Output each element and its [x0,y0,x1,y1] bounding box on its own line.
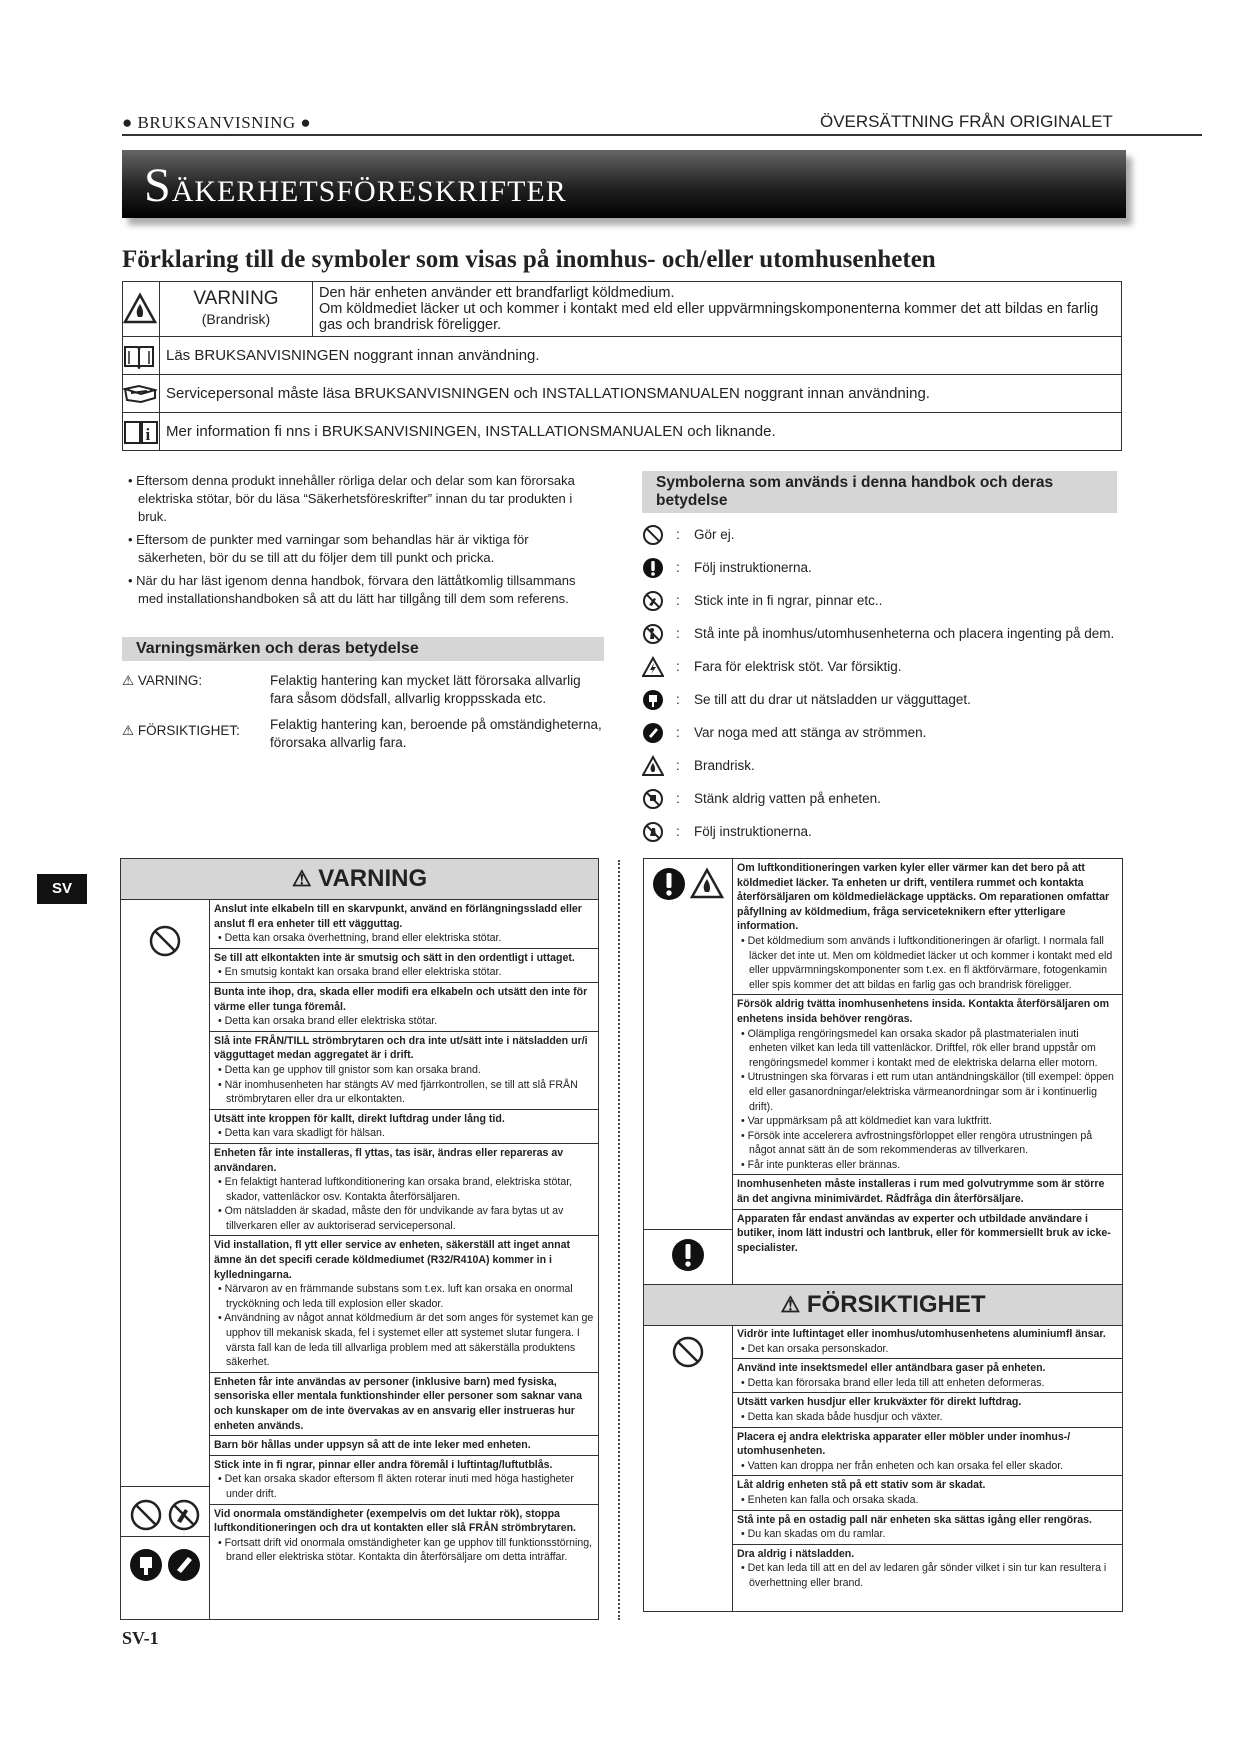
list-item: Enheten får inte användas av personer (inklusive barn) med fysiska, sensoriska eller mentala funktionshinder eller personer som saknar vana och kunskaper om de inte övervakas av en ansvarig eller instrueras hur enheten används. [210,1373,598,1436]
mark-caution: ⚠ FÖRSIKTIGHET: Felaktig hantering kan, beroende på omständigheterna, förorsaka allvarlig fara. [122,717,602,750]
list-item: Slå inte FRÅN/TILL strömbrytaren och dra inte ut/sätt inte i nätsladden ur/i vägguttaget medan aggregatet är i drift. • Detta kan ge upphov till gnistor som kan orsaka brand. • När inomhusenheten har stängts AV med fjärrkontrollen, se till att slå FRÅN strömbrytaren eller dra ur elkontakten. [210,1032,598,1110]
info-row: Mer information fi nns i BRUKSANVISNINGEN, INSTALLATIONSMANUALEN och liknande. [160,413,1122,451]
list-item: Inomhusenheten måste installeras i rum med golvutrymme som är större än det angivna minimivärdet. Rådfråga din återförsäljare. [733,1175,1122,1209]
list-item: : Stå inte på inomhus/utomhusenheterna och placera ingenting på dem. [642,617,1117,650]
fire-icon [642,755,676,777]
caution-triangle-icon: ⚠ [780,1292,801,1317]
prohibition-icon [642,524,676,546]
list-item: Apparaten får endast användas av experter och utbildade användare i butiker, inom lätt industri och lantbruk, eller för kommersiellt bruk av icke-specialister. [737,1212,1111,1254]
warning-icon-column [121,900,210,1619]
list-item: Bunta inte ihop, dra, skada eller modifi era elkabeln och utsätt den inte för värme eller tunga föremål. • Detta kan orsaka brand eller elektriska stötar. [210,983,598,1032]
list-item: • Eftersom denna produkt innehåller rörliga delar och delar som kan förorsaka elektriska stötar, bör du läsa “Säkerhetsföreskrifter” innan du tar produkten i bruk. [122,472,592,526]
warning-box-header: ⚠ VARNING [121,859,598,900]
list-item: : Var noga med att stänga av strömmen. [642,716,1117,749]
list-item: • Eftersom de punkter med varningar som behandlas här är viktiga för säkerheten, bör du se till att du följer dem till punkt och pricka. [122,531,592,567]
no-fingers-icon [167,1498,201,1532]
info-book-icon [123,413,160,451]
page-number: SV-1 [122,1628,159,1648]
no-water-icon [642,788,676,810]
symbols-used-heading: Symbolerna som används i denna handbok och deras betydelse [642,471,1117,513]
warning-triangle-icon: ⚠ [291,866,312,891]
list-item: Placera ej andra elektriska apparater eller möbler under inomhus-/ utomhusenheten. • Vatten kan droppa ner från enheten och kan orsaka fel eller skador. [733,1428,1122,1477]
unplug-icon [642,689,676,711]
power-off-icon [167,1548,201,1582]
list-item: Försök aldrig tvätta inomhusenhetens insida. Kontakta återförsäljaren om enhetens insida behöver rengöras. • Olämpliga rengöringsmedel kan orsaka skador på plastmaterialen inuti enheten vilket kan leda till vattenläckor. Driftfel, rök eller brand uppstår om rengöringsmedel kommer i kontakt med de elektriska delarna eller motorn. • Utrustningen ska förvaras i ett rum utan antändningskällor (till exempel: öppen eld eller gasanordningar/elektriska värmeanordningar som är i kontinuerlig drift). • Var uppmärksam på att köldmediet kan vara luktfritt. • Försök inte accelerera avfrostningsförloppet eller rengöra utrustningen på något annat sätt än de som rekommenderas av tillverkaren. • Får inte punkteras eller brännas. [733,995,1122,1175]
caution-box-header: ⚠ FÖRSIKTIGHET [644,1284,1122,1326]
warning-cell [160,282,313,337]
intro-bullets [122,472,592,613]
list-item: Låt aldrig enheten stå på ett stativ som är skadat. • Enheten kan falla och orsaka skada. [733,1476,1122,1510]
marks-heading-bar [122,637,604,661]
list-item: : Brandrisk. [642,749,1117,782]
list-item: : Fara för elektrisk stöt. Var försiktig. [642,650,1117,683]
svg-text:i: i [145,424,151,444]
list-item: Anslut inte elkabeln till en skarvpunkt, använd en förlängningssladd eller anslut fl era enheter till ett vägguttag. • Detta kan orsaka överhettning, brand eller elektriska stötar. [210,900,598,949]
list-item: Utsätt varken husdjur eller krukväxter för direkt luftdrag. • Detta kan skada både husdjur och växter. [733,1393,1122,1427]
warning-triangle-icon: ⚠ [122,673,135,688]
list-item: Barn bör hållas under uppsyn så att de inte leker med enheten. [210,1436,598,1456]
page-title: SÄKERHETSFÖRESKRIFTER [144,159,567,212]
warning-description: Den här enheten använder ett brandfarligt köldmedium. Om köldmediet läcker ut och kommer i kontakt med eld eller uppvärmningskomponenterna kommer det att bildas en farlig gas och brandrisk föreligger. [313,282,1122,337]
fire-warning-icon [123,282,160,337]
prohibition-icon [148,924,182,958]
symbols-heading: Förklaring till de symboler som visas på inomhus- och/eller utomhusenheten [122,246,936,273]
list-item: Utsätt inte kroppen för kallt, direkt luftdrag under lång tid. • Detta kan vara skadligt för hälsan. [210,1110,598,1144]
warning-box [120,858,599,1620]
list-item: Vid installation, fl ytt eller service av enheten, säkerställ att inget annat ämne än det specifi cerade köldmediumet (R32/R410A) kommer in i kylledningarna. • Närvaron av en främmande substans som t.ex. luft kan orsaka en onormal tryckökning och leda till explosion eller skador. • Användning av något annat köldmedium är det som anges för systemet kan ge upphov till mekanisk skada, fel i systemet eller att systemet slutar fungera. I värsta fall kan de leda till allvarliga problem med att säkerställa produktens säkerhet. [210,1236,598,1372]
list-item: Använd inte insektsmedel eller antändbara gaser på enheten. • Detta kan förorsaka brand eller leda till att enheten deformeras. [733,1359,1122,1393]
marks-heading: Varningsmärken och deras betydelse [122,637,604,661]
caution-triangle-icon: ⚠ [122,723,135,738]
unplug-icon [129,1548,163,1582]
warning-sub: (Brandrisk) [201,311,271,327]
no-fingers-icon [642,590,676,612]
header-rule [122,134,1202,136]
no-step-icon [642,623,676,645]
prohibition-icon [671,1335,705,1369]
mandatory-icon [671,1238,705,1272]
prohibition-icon [129,1498,163,1532]
right-entries-top [733,859,1122,1257]
list-item: : Stänk aldrig vatten på enheten. [642,782,1117,815]
header-right: ÖVERSÄTTNING FRÅN ORIGINALET [820,112,1113,131]
list-item: : Gör ej. [642,518,1117,551]
mark-warning: ⚠ VARNING: Felaktig hantering kan mycket lätt förorsaka allvarlig fara såsom dödsfall, allvarlig kroppsskada etc. [122,673,581,706]
symbol-table [122,281,1122,451]
electric-shock-icon [642,656,676,678]
symbols-used [642,471,1117,848]
caution-entries [733,1325,1122,1593]
list-item: Om luftkonditioneringen varken kyler eller värmer kan det bero på att köldmediet läcker. Ta enheten ur drift, ventilera rummet och kontakta återförsäljaren om köldmedieläckage upptäcks. Om reparationen omfattar påfyllning av köldmedium, fråga serviceteknikern efter ytterligare information. • Det köldmedium som används i luftkonditioneringen är ofarligt. I normala fall läcker det inte ut. Men om köldmediet läcker ut och kommer i kontakt med eld eller uppvärmningskomponenter som t.ex. en fl äktförvärmare, fotogenkamin eller spis kommer det att bildas en farlig gas och brandrisk föreligger. [733,859,1122,995]
list-item: Stå inte på en ostadig pall när enheten ska sättas igång eller rengöras. • Du kan skadas om du ramlar. [733,1511,1122,1545]
list-item: Dra aldrig i nätsladden. • Det kan leda till att en del av ledaren går sönder vilket i sin tur kan resultera i överhettning eller brand. [733,1545,1122,1593]
column-divider [618,860,620,1620]
header-left: ● BRUKSANVISNING ● [122,113,312,132]
list-item: Enheten får inte installeras, fl yttas, tas isär, ändras eller repareras av användaren. • En felaktigt hanterad luftkonditionering kan orsaka brand, elektriska stötar, skador, vattenläckor osv. Kontakta återförsäljaren. • Om nätsladden är skadad, måste den för undvikande av fara bytas ut av tillverkaren eller av auktoriserad servicepersonal. [210,1144,598,1237]
list-item: Stick inte in fi ngrar, pinnar eller andra föremål i luftintag/luftutblås. • Det kan orsaka skador eftersom fl äkten roterar inuti med höga hastigheter under drift. [210,1456,598,1505]
list-item: : Följ instruktionerna. [642,815,1117,848]
mandatory-icon [642,557,676,579]
title-banner [122,150,1126,218]
right-box [643,858,1123,1612]
fire-icon [690,867,724,901]
list-item: Se till att elkontakten inte är smutsig och sätt in den ordentligt i uttaget. • En smutsig kontakt kan orsaka brand eller elektriska stötar. [210,949,598,983]
service-row: Servicepersonal måste läsa BRUKSANVISNINGEN och INSTALLATIONSMANUALEN noggrant innan användning. [160,375,1122,413]
book-icon [123,337,160,375]
warning-entries [210,900,598,1567]
manual-row: Läs BRUKSANVISNINGEN noggrant innan användning. [160,337,1122,375]
warning-label: VARNING [193,288,279,309]
right-icon-column-top [644,859,733,1284]
list-item: : Stick inte in fi ngrar, pinnar etc.. [642,584,1117,617]
language-tab: SV [37,874,87,904]
list-item: Vid onormala omständigheter (exempelvis om det luktar rök), stoppa luftkonditioneringen och dra ut kontakten eller slå FRÅN strömbrytaren. • Fortsatt drift vid onormala omständigheter kan ge upphov till funktionsstörning, brand eller elektriska stötar. Kontakta din återförsäljare om detta inträffar. [210,1505,598,1567]
mandatory-icon [652,867,686,901]
caution-icon-column [644,1325,733,1611]
power-off-icon [642,722,676,744]
list-item: • När du har läst igenom denna handbok, förvara den lättåtkomlig tillsammans med installationshandboken så att du lätt har tillgång till dem som referens. [122,572,592,608]
service-manual-icon [123,375,160,413]
no-touch-icon [642,821,676,843]
list-item: Vidrör inte luftintaget eller inomhus/utomhusenhetens aluminiumfl änsar. • Det kan orsaka personskador. [733,1325,1122,1359]
list-item: : Se till att du drar ut nätsladden ur vägguttaget. [642,683,1117,716]
marks-section [122,672,602,760]
list-item: : Följ instruktionerna. [642,551,1117,584]
